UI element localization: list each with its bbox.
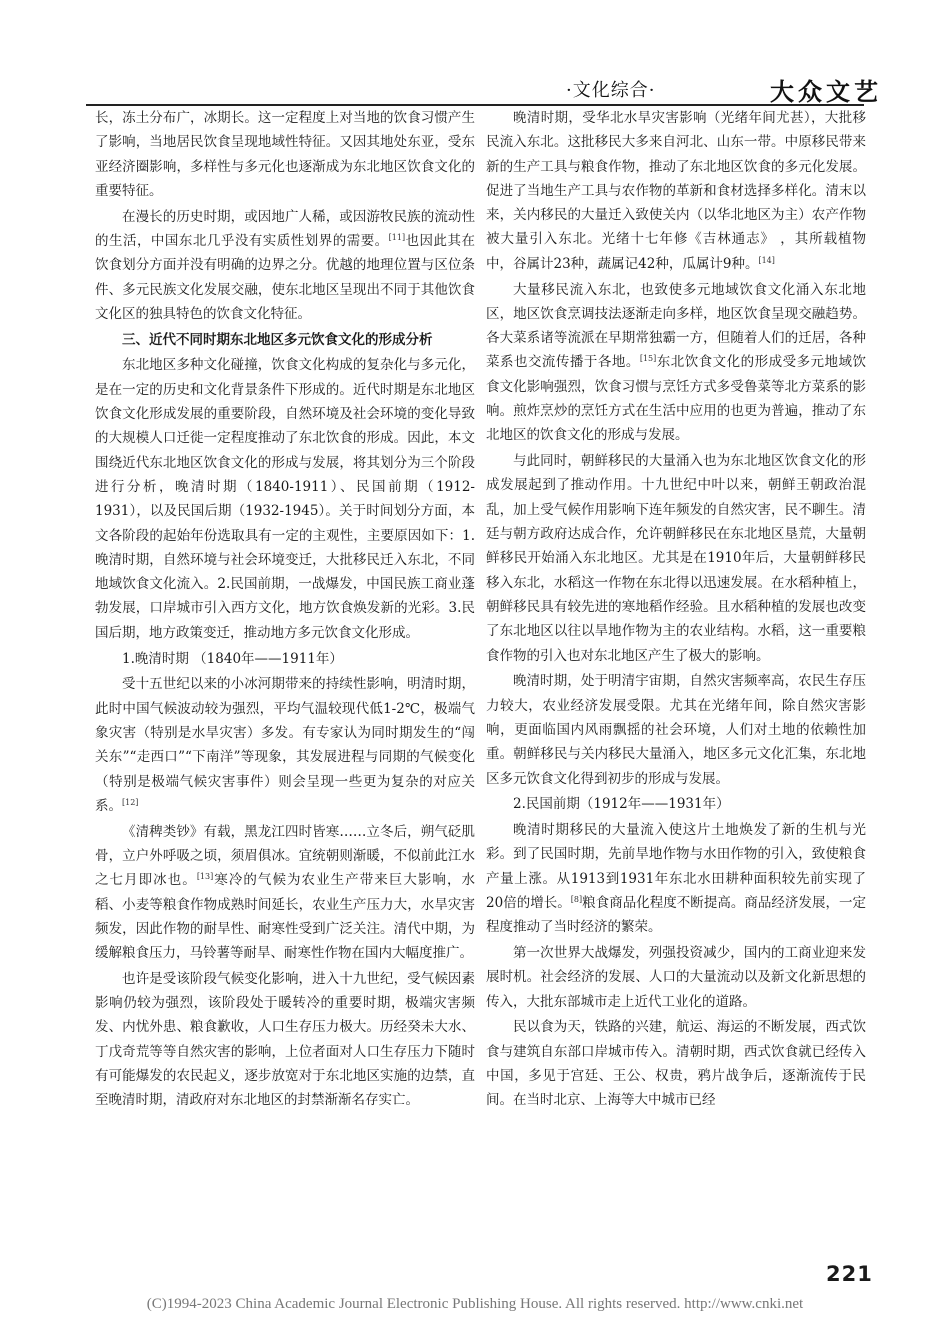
- reference-mark: [15]: [639, 354, 657, 364]
- paragraph: 长，冻土分布广，冰期长。这一定程度上对当地的饮食习惯产生了影响，当地居民饮食呈现地域性特征。又因其地处东亚，受东亚经济圈影响，多样性与多元化也逐渐成为东北地区饮食文化的重要特征。: [95, 110, 475, 199]
- reference-mark: [11]: [388, 232, 406, 242]
- paragraph: 大量移民流入东北，也致使多元地域饮食文化涌入东北地区，地区饮食烹调技法逐渐走向多样，地区饮食呈现交融趋势。各大菜系诸等流派在早期常独霸一方，但随着人们的迁居，各种菜系也交流传播于各地。[15]东北饮食文化的形成受多元地域饮食文化影响强烈，饮食习惯与烹饪方式多受鲁菜等北方菜系的影响。煎炸烹炒的烹饪方式在生活中应用的也更为普遍，推动了东北地区的饮食文化的形成与发展。: [486, 281, 867, 444]
- paragraph: 与此同时，朝鲜移民的大量涌入也为东北地区饮食文化的形成发展起到了推动作用。十九世纪中叶以来，朝鲜王朝政治混乱，加上受气候作用影响下连年频发的自然灾害，民不聊生。清廷与朝方政府达成合作，允许朝鲜移民在东北地区垦荒，大量朝鲜移民开始涌入东北地区。尤其是在1910年后，大量朝鲜移民移入东北，水稻这一作物在东北得以迅速发展。在水稻种植上，朝鲜移民具有较先进的寒地稻作经验。且水稻种植的发展也改变了东北地区以往以旱地作物为主的农业结构。水稻，这一重要粮食作物的引入也对东北地区产生了极大的影响。: [486, 453, 866, 664]
- left-column: [95, 106, 475, 1114]
- paragraph: 晚清时期，受华北水旱灾害影响（光绪年间尤甚），大批移民流入东北。这批移民大多来自河北、山东一带。中原移民带来新的生产工具与粮食作物，推动了东北地区饮食的多元化发展。促进了当地生产工具与农作物的革新和食材选择多样化。清末以来，关内移民的大量迁入致使关内（以华北地区为主）农产作物被大量引入东北。光绪十七年修《吉林通志》 ，其所载植物中，谷属计23种，蔬属记42种，瓜属计9种。[14]: [486, 110, 866, 272]
- reference-mark: [8]: [570, 895, 583, 904]
- paragraph: 受十五世纪以来的小冰河期带来的持续性影响，明清时期，此时中国气候波动较为强烈，平均气温较现代低1-2℃，极端气象灾害（特别是水旱灾害）多发。有专家认为同时期发生的“闯关东”“走西口”“下南洋”等现象，其发展进程与同期的气候变化（特别是极端气候灾害事件）则会呈现一些更为复杂的对应关系。[12]: [95, 676, 475, 814]
- paragraph: 东北地区多种文化碰撞，饮食文化构成的复杂化与多元化，是在一定的历史和文化背景条件下形成的。近代时期是东北地区饮食文化形成发展的重要阶段，自然环境及社会环境的变化导致的大规模人口迁徙一定程度推动了东北饮食的形成。因此，本文围绕近代东北地区饮食文化的形成与发展，将其划分为三个阶段进行分析，晚清时期（1840-1911）、民国前期（1912-1931），以及民国后期（1932-1945）。关于时间划分方面，本文各阶段的起始年份选取具有一定的主观性，主要原因如下：1.晚清时期，自然环境与社会环境变迁，大批移民迁入东北，不同地域饮食文化流入。2.民国前期，一战爆发，中国民族工商业蓬勃发展，口岸城市引入西方文化，地方饮食焕发新的光彩。3.民国后期，地方政策变迁，推动地方多元饮食文化形成。: [95, 357, 475, 641]
- journal-title: 大众文艺: [770, 77, 882, 106]
- section-title: ·文化综合·: [566, 80, 656, 101]
- paragraph: 民以食为天，铁路的兴建，航运、海运的不断发展，西式饮食与建筑自东部口岸城市传入。清朝时期，西式饮食就已经传入中国，多见于宫廷、王公、权贵，鸦片战争后，逐渐流传于民间。在当时北京、上海等大中城市已经: [486, 1019, 866, 1109]
- paragraph: 在漫长的历史时期，或因地广人稀，或因游牧民族的流动性的生活，中国东北几乎没有实质性划界的需要。[11]也因此其在饮食划分方面并没有明确的边界之分。优越的地理位置与区位条件、多元民族文化发展交融，使东北地区呈现出不同于其他饮食文化区的独具特色的饮食文化特征。: [95, 208, 476, 322]
- subsection-heading: 1.晚清时期 （1840年——1911年）: [122, 650, 343, 667]
- paragraph: 也许是受该阶段气候变化影响，进入十九世纪，受气候因素影响仍较为强烈，该阶段处于暖转冷的重要时期，极端灾害频发、内忧外患、粮食歉收，人口生存压力极大。历经癸未大水、丁戊奇荒等等自然灾害的影响，上位者面对人口生存压力下随时有可能爆发的农民起义，逐步放宽对于东北地区实施的边禁，直至晚清时期，清政府对东北地区的封禁渐渐名存实亡。: [95, 970, 475, 1109]
- paragraph: 晚清时期移民的大量流入使这片土地焕发了新的生机与光彩。到了民国时期，先前旱地作物与水田作物的引入，致使粮食产量上涨。从1913到1931年东北水田耕种面积较先前实现了20倍的增长。[8]粮食商品化程度不断提高。商品经济发展，一定程度推动了当时经济的繁荣。: [486, 822, 867, 936]
- section-heading: 三、近代不同时期东北地区多元饮食文化的形成分析: [122, 331, 433, 348]
- copyright-footer: (C)1994-2023 China Academic Journal Electronic Publishing House. All rights reserved. http://www.cnki.net: [146, 1296, 804, 1312]
- paragraph: 《清稗类钞》有载，黑龙江四时皆寒……立冬后，朔气砭肌骨，立户外呼吸之顷，须眉俱冰。宜统朝则渐暖，不似前此江水之七月即冰也。[13]寒冷的气候为农业生产带来巨大影响，水稻、小麦等粮食作物成熟时间延长，农业生产压力大，水旱灾害频发，因此作物的耐旱性、耐寒性受到广泛关注。清代中期，为缓解粮食压力，马铃薯等耐旱、耐寒性作物在国内大幅度推广。: [95, 823, 476, 962]
- right-column: [486, 106, 866, 1114]
- reference-mark: [12]: [122, 797, 139, 807]
- subsection-heading: 2.民国前期（1912年——1931年）: [513, 796, 730, 813]
- paragraph: 第一次世界大战爆发，列强投资减少，国内的工商业迎来发展时机。社会经济的发展、人口的大量流动以及新文化新思想的传入，大批东部城市走上近代工业化的道路。: [486, 945, 866, 1010]
- reference-mark: [13]: [196, 872, 214, 882]
- reference-mark: [14]: [758, 255, 775, 265]
- paragraph: 晚清时期，处于明清宇宙期，自然灾害频率高，农民生存压力较大，农业经济发展受限。尤其在光绪年间，除自然灾害影响，更面临国内风雨飘摇的社会环境，人们对土地的依赖性加重。朝鲜移民与关内移民大量涌入，地区多元文化汇集，东北地区多元饮食文化得到初步的形成与发展。: [486, 673, 866, 787]
- page-number: 221: [826, 1262, 873, 1286]
